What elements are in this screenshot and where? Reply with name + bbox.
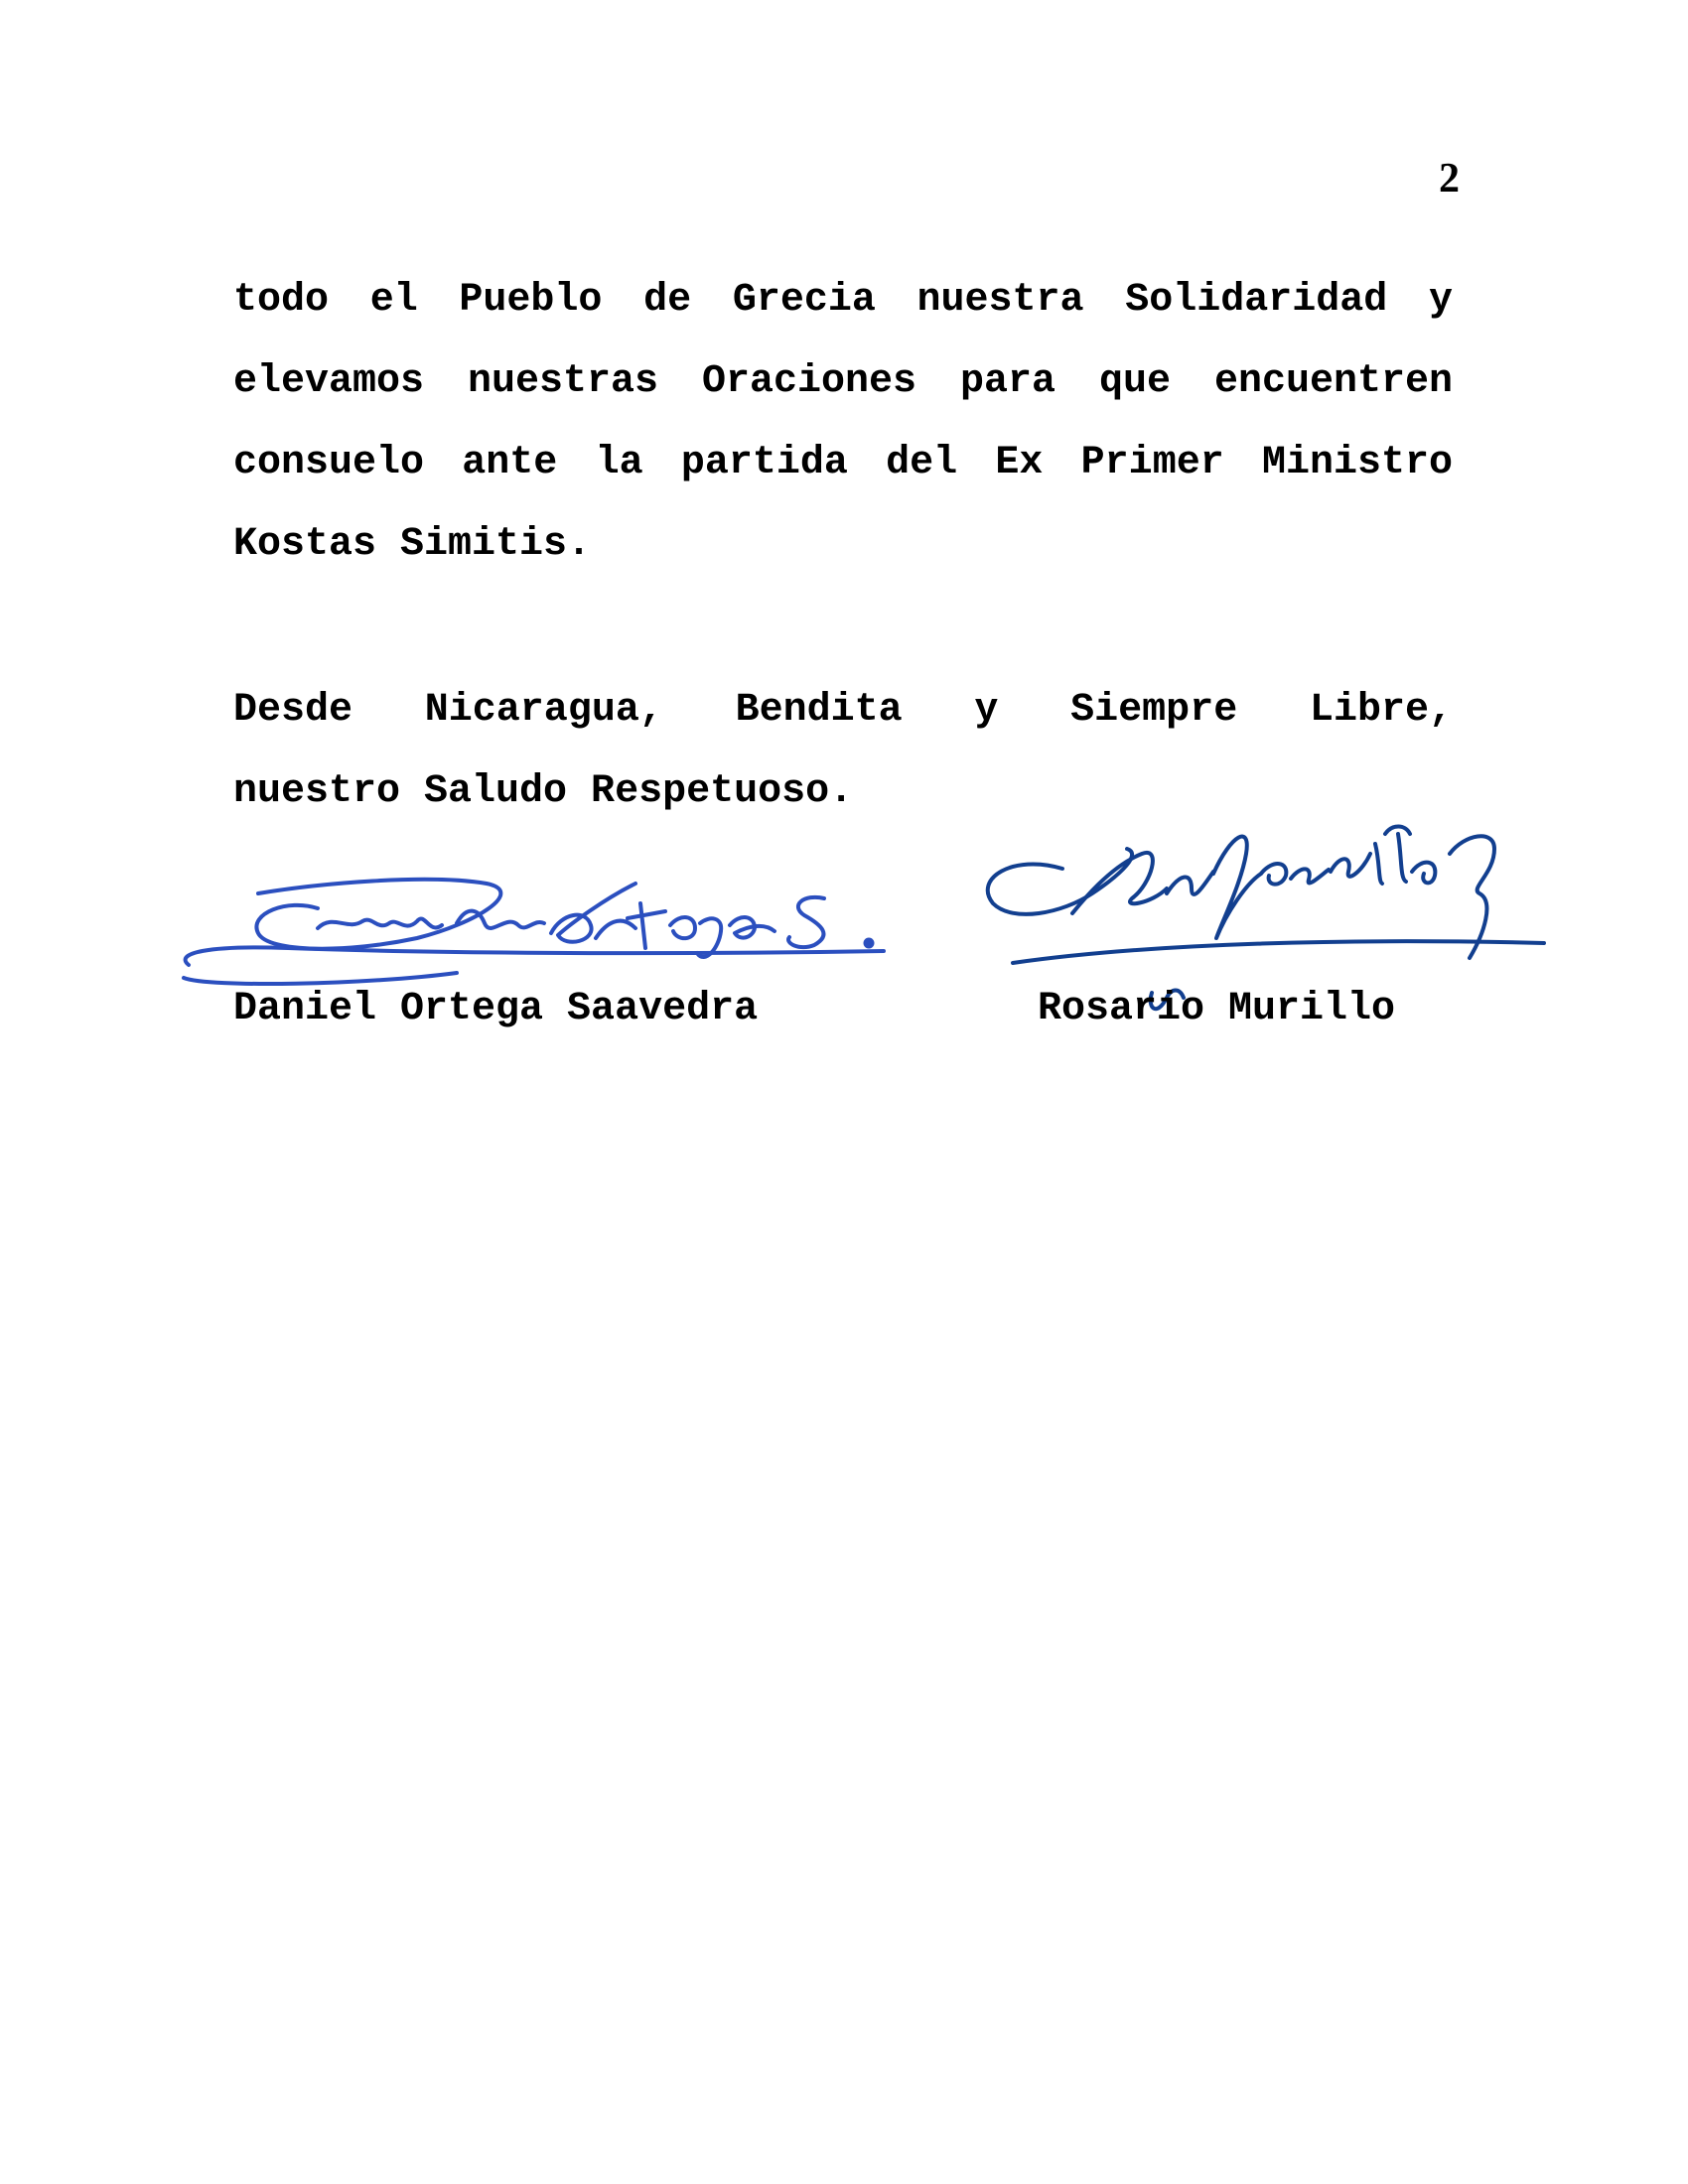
paragraph-line: consuelo ante la partida del Ex Primer Ministro <box>233 441 1453 485</box>
signature-daniel-ortega <box>169 854 904 1003</box>
signatory-name-left: Daniel Ortega Saavedra <box>233 987 759 1031</box>
paragraph-line: Kostas Simitis. <box>233 522 592 567</box>
paragraph-condolence <box>233 260 1453 586</box>
paragraph-line: nuestro Saludo Respetuoso. <box>233 769 854 814</box>
page-number: 2 <box>1439 156 1460 202</box>
paragraph-line: elevamos nuestras Oraciones para que encuentren <box>233 359 1453 404</box>
paragraph-line: Desde Nicaragua, Bendita y Siempre Libre, <box>233 688 1453 733</box>
signatory-name-right: Rosario Murillo <box>1038 987 1396 1031</box>
paragraph-line: todo el Pueblo de Grecia nuestra Solidaridad y <box>233 278 1453 323</box>
